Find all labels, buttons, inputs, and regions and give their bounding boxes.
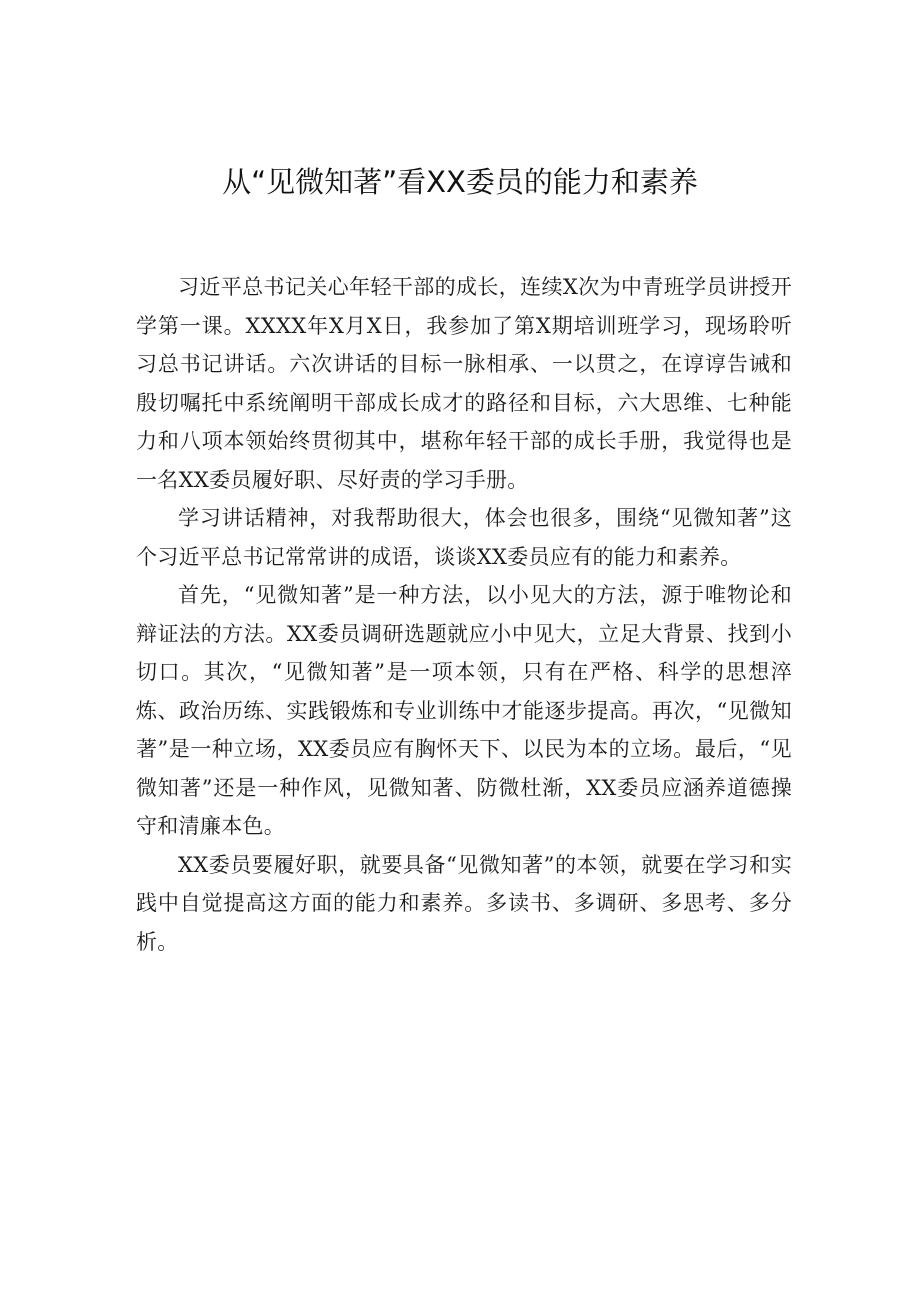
paragraph-4: XX委员要履好职，就要具备“见微知著”的本领，就要在学习和实践中自觉提高这方面的能力和素养。多读书、多调研、多思考、多分析。 — [136, 852, 792, 954]
document-title: 从“见微知著”看XX委员的能力和素养 — [222, 165, 698, 199]
document-body — [136, 268, 792, 961]
paragraph-1: 习近平总书记关心年轻干部的成长，连续X次为中青班学员讲授开学第一课。XXXX年X月X日，我参加了第X期培训班学习，现场聆听习总书记讲话。六次讲话的目标一脉相承、一以贯之，在谆谆告诫和殷切嘱托中系统阐明干部成长成才的路径和目标，六大思维、七种能力和八项本领始终贯彻其中，堪称年轻干部的成长手册，我觉得也是一名XX委员履好职、尽好责的学习手册。 — [136, 275, 792, 492]
paragraph-3: 首先，“见微知著”是一种方法，以小见大的方法，源于唯物论和辩证法的方法。XX委员调研选题就应小中见大，立足大背景、找到小切口。其次，“见微知著”是一项本领，只有在严格、科学的思想淬炼、政治历练、实践锻炼和专业训练中才能逐步提高。再次，“见微知著”是一种立场，XX委员应有胸怀天下、以民为本的立场。最后，“见微知著”还是一种作风，见微知著、防微杜渐，XX委员应涵养道德操守和清廉本色。 — [136, 583, 792, 838]
paragraph-2: 学习讲话精神，对我帮助很大，体会也很多，围绕“见微知著”这个习近平总书记常常讲的成语，谈谈XX委员应有的能力和素养。 — [136, 506, 792, 569]
